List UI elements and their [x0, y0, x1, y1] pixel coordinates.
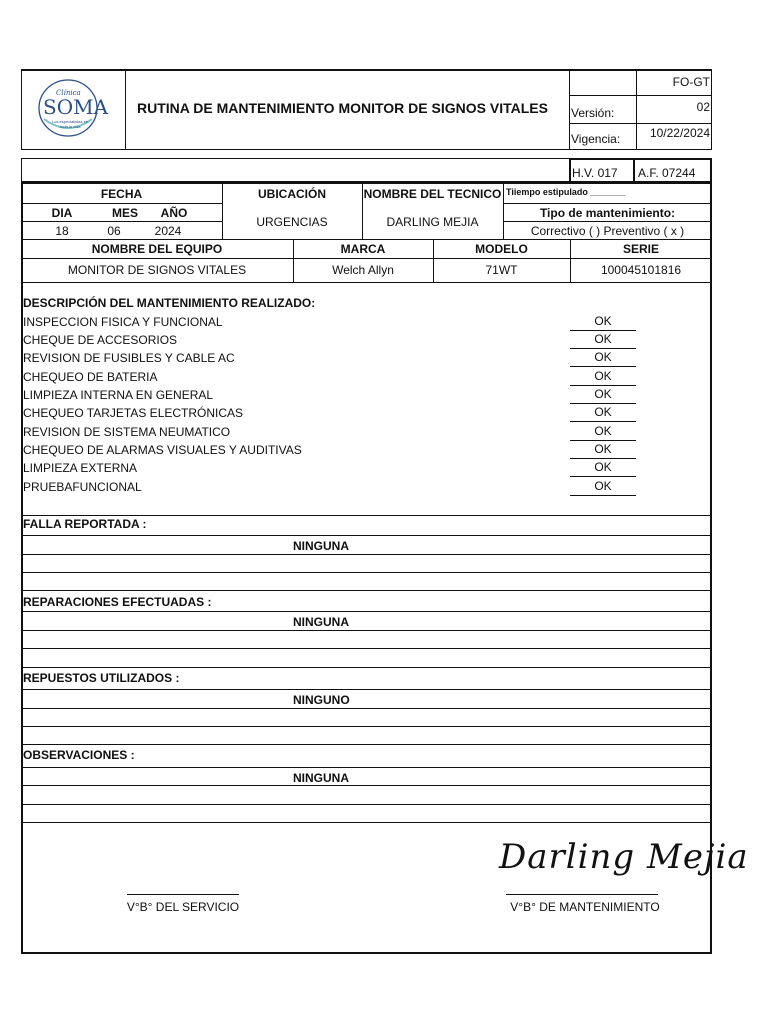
fecha-header: FECHA	[100, 187, 143, 201]
tecnico-value: DARLING MEJIA	[386, 215, 479, 229]
vobo-servicio: V°B° DEL SERVICIO	[126, 900, 240, 914]
status-ok: OK	[594, 424, 612, 438]
list-item: REVISION DE FUSIBLES Y CABLE AC	[23, 351, 235, 365]
hv-number: H.V. 017	[572, 166, 618, 180]
signature	[497, 834, 749, 888]
logo-small-text: Clínica	[56, 89, 81, 97]
tipo-label: Tipo de mantenimiento:	[539, 206, 676, 220]
serie-header: SERIE	[622, 242, 659, 256]
status-ok: OK	[594, 350, 612, 364]
status-ok: OK	[594, 460, 612, 474]
reparaciones-value: NINGUNA	[293, 615, 349, 629]
status-ok: OK	[594, 369, 612, 383]
status-ok: OK	[594, 387, 612, 401]
tecnico-header: NOMBRE DEL TECNICO	[363, 187, 502, 201]
reparaciones-heading: REPARACIONES EFECTUADAS :	[23, 595, 212, 609]
observaciones-heading: OBSERVACIONES :	[23, 748, 135, 762]
serie-value: 100045101816	[600, 263, 682, 277]
version-label: Versión:	[571, 106, 615, 120]
status-ok: OK	[594, 332, 612, 346]
signature-text: Darling Mejia	[499, 837, 749, 877]
logo-tagline-2: toda la vida	[60, 124, 81, 129]
form-title: RUTINA DE MANTENIMIENTO MONITOR DE SIGNOS VITALES	[137, 100, 548, 116]
mes-header: MES	[111, 206, 138, 220]
tiempo-estipulado: Tiiempo estipulado _______	[506, 187, 626, 197]
descripcion-heading: DESCRIPCIÓN DEL MANTENIMIENTO REALIZADO:	[23, 296, 316, 310]
list-item: CHEQUEO DE BATERIA	[23, 370, 158, 384]
signature-line-servicio	[127, 894, 239, 895]
version-value: 02	[696, 100, 710, 114]
modelo-header: MODELO	[475, 242, 528, 256]
falla-heading: FALLA REPORTADA :	[23, 517, 147, 531]
list-item: LIMPIEZA INTERNA EN GENERAL	[23, 388, 214, 402]
logo-tagline-1: Los especialistas en	[52, 119, 89, 124]
dia-header: DIA	[51, 206, 73, 220]
dia-value: 18	[55, 224, 69, 238]
vobo-mantenimiento: V°B° DE MANTENIMIENTO	[510, 900, 660, 914]
list-item: REVISION DE SISTEMA NEUMATICO	[23, 425, 231, 439]
list-item: CHEQUE DE ACCESORIOS	[23, 333, 178, 347]
status-ok: OK	[594, 479, 612, 493]
vigencia-label: Vigencia:	[571, 132, 621, 146]
nombre-equipo-value: MONITOR DE SIGNOS VITALES	[67, 263, 247, 277]
form-code: FO-GT	[672, 75, 710, 89]
status-ok: OK	[594, 405, 612, 419]
list-item: INSPECCION FISICA Y FUNCIONAL	[23, 315, 223, 329]
marca-value: Welch Allyn	[332, 263, 394, 277]
anio-value: 2024	[154, 224, 182, 238]
tipo-options: Correctivo ( ) Preventivo ( x )	[530, 224, 685, 238]
repuestos-heading: REPUESTOS UTILIZADOS :	[23, 671, 180, 685]
af-number: A.F. 07244	[638, 166, 696, 180]
repuestos-value: NINGUNO	[293, 693, 350, 707]
ubicacion-header: UBICACIÓN	[258, 187, 326, 201]
status-ok: OK	[594, 314, 612, 328]
list-item: LIMPIEZA EXTERNA	[23, 461, 138, 475]
ubicacion-value: URGENCIAS	[256, 215, 328, 229]
signature-line-mantenimiento	[506, 894, 658, 895]
list-item: CHEQUEO DE ALARMAS VISUALES Y AUDITIVAS	[23, 443, 302, 457]
list-item: CHEQUEO TARJETAS ELECTRÓNICAS	[23, 406, 244, 420]
logo-brand: SOMA	[43, 95, 109, 119]
list-item: PRUEBAFUNCIONAL	[23, 480, 142, 494]
marca-header: MARCA	[340, 242, 386, 256]
nombre-equipo-header: NOMBRE DEL EQUIPO	[91, 242, 223, 256]
status-ok: OK	[594, 442, 612, 456]
vigencia-value: 10/22/2024	[649, 126, 710, 140]
observaciones-value: NINGUNA	[293, 771, 349, 785]
mes-value: 06	[107, 224, 121, 238]
modelo-value: 71WT	[485, 263, 518, 277]
clinic-logo	[36, 77, 109, 139]
falla-value: NINGUNA	[293, 539, 349, 553]
anio-header: AÑO	[160, 206, 188, 220]
